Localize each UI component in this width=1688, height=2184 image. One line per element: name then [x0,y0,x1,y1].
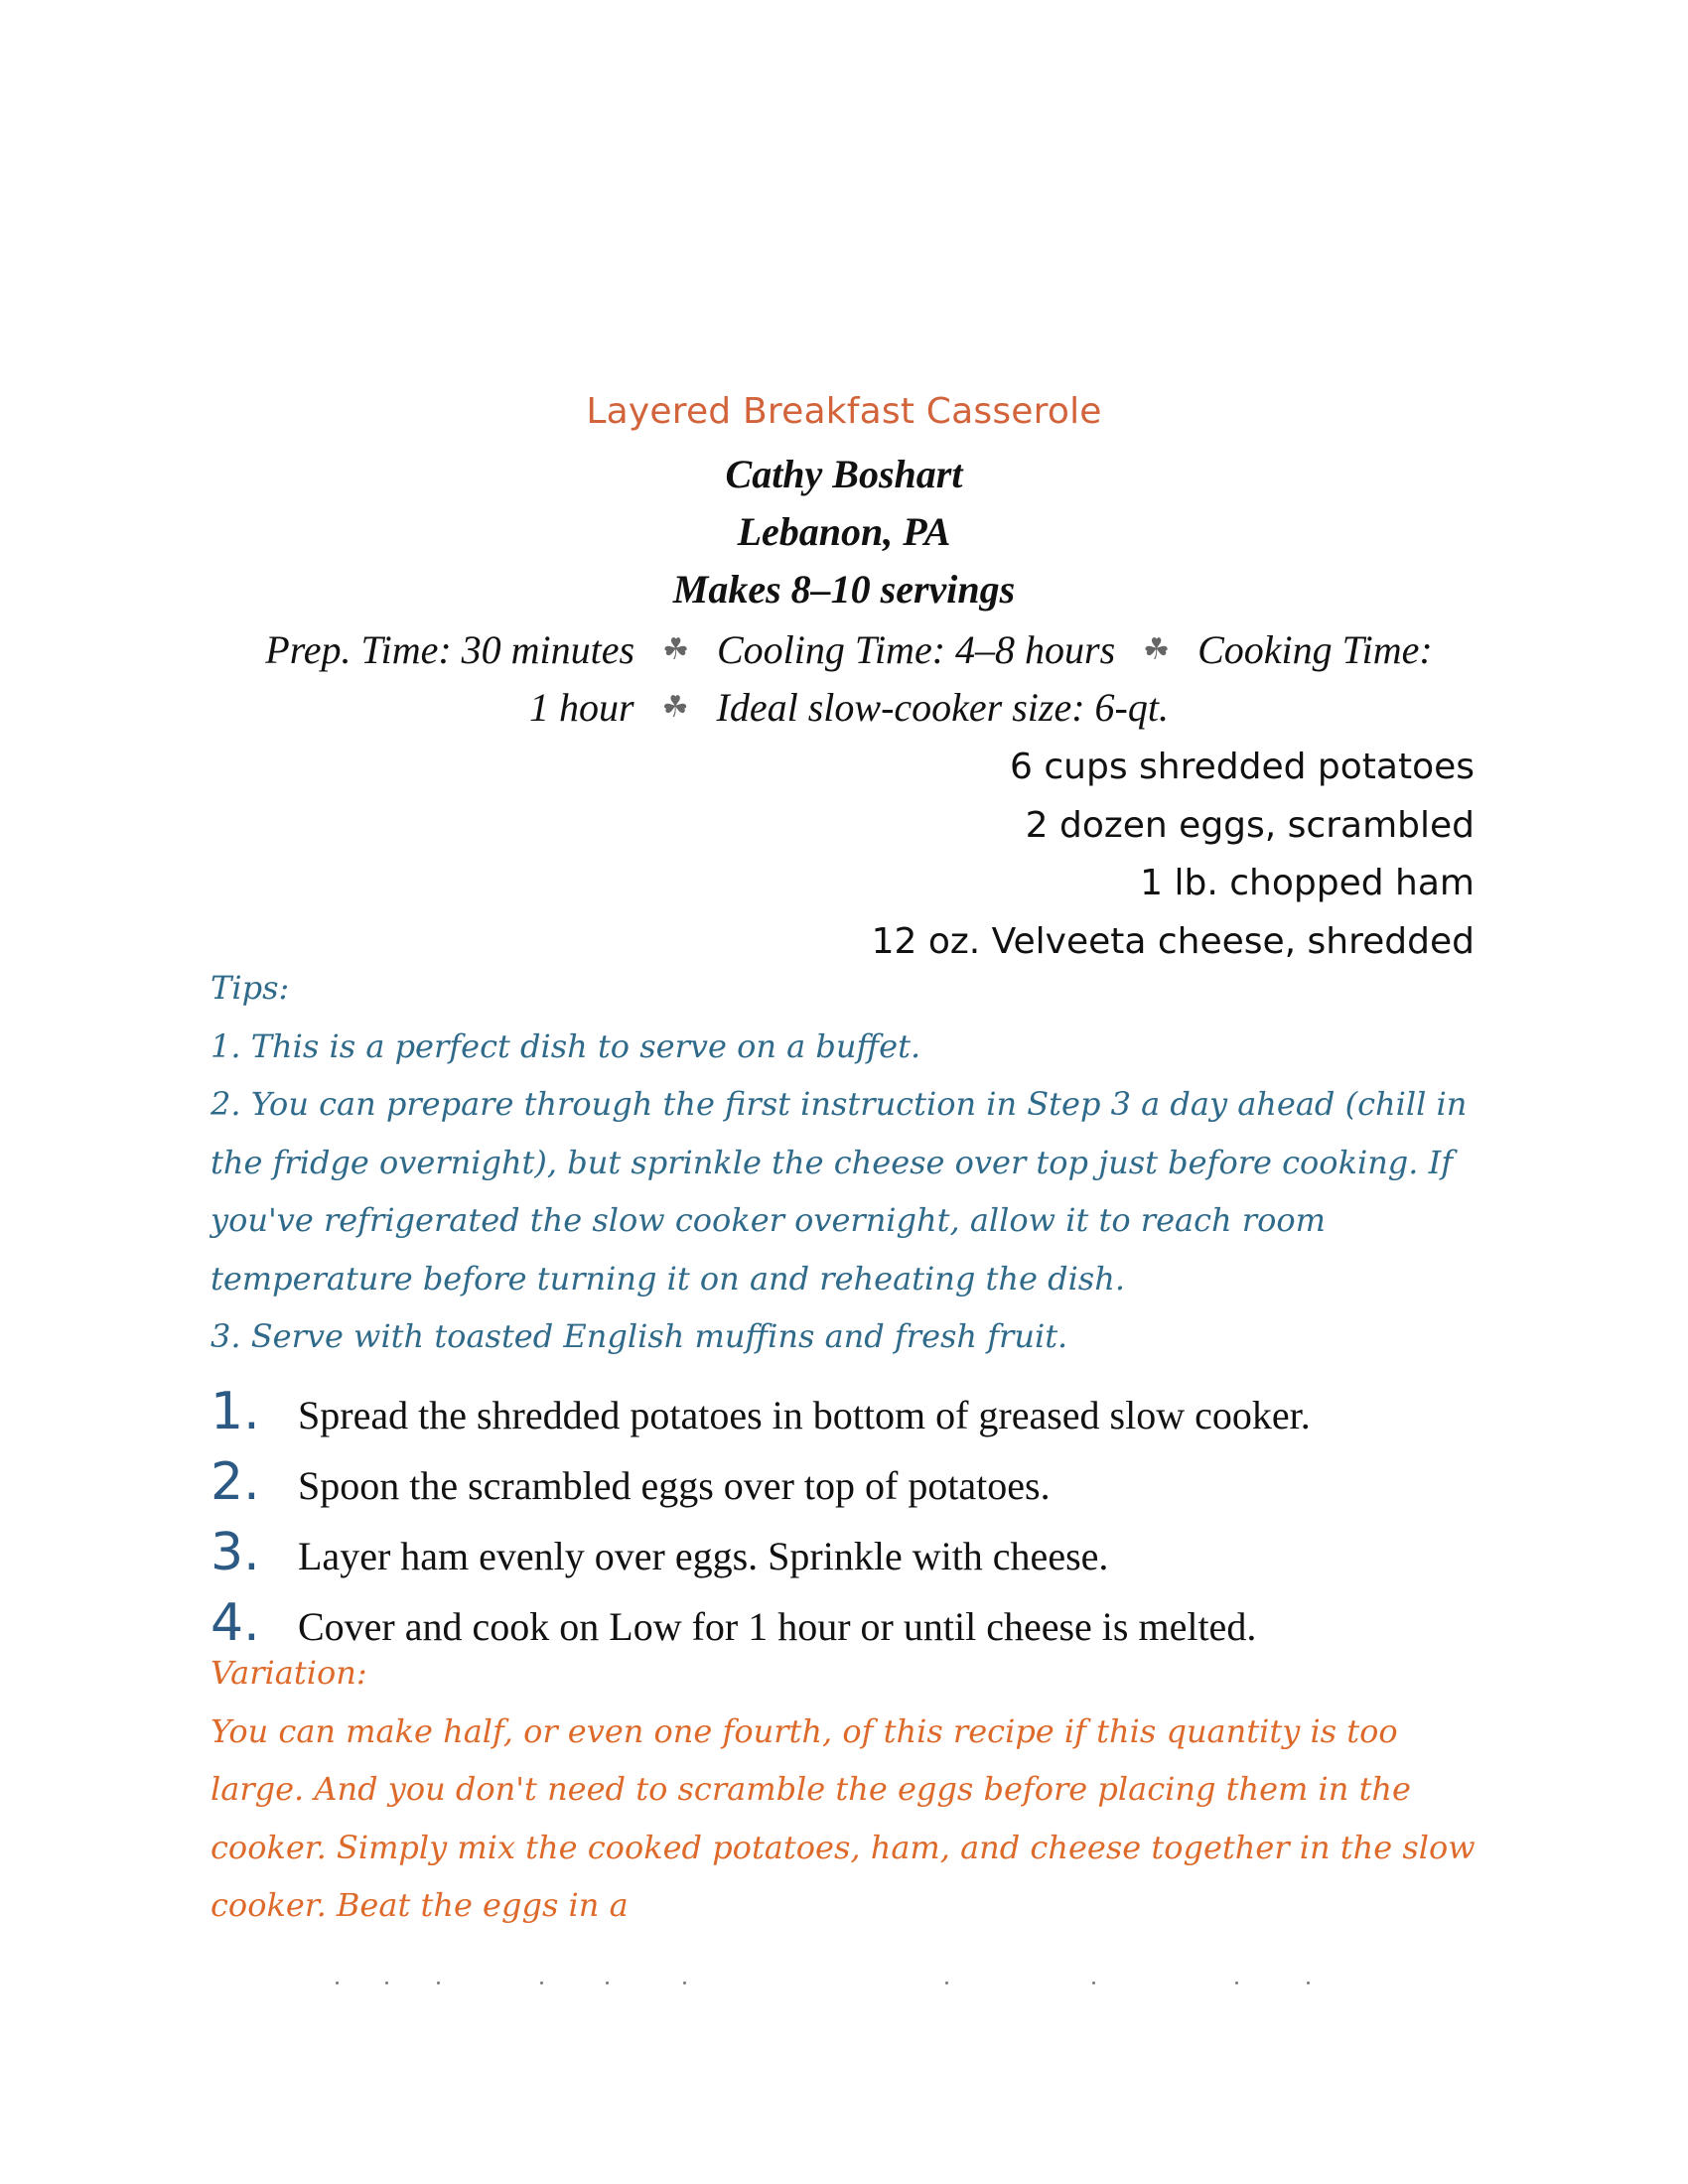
trefoil-ornament-icon: ☘ [661,691,689,724]
recipe-author: Cathy Boshart [725,452,963,496]
step-text: Spread the shredded potatoes in bottom of greased slow cooker. [298,1393,1311,1437]
step-item [211,1523,1501,1593]
tips-heading: Tips: [211,969,290,1007]
step-item [211,1452,1501,1523]
ingredient-item: 12 oz. Velveeta cheese, shredded [871,920,1475,962]
recipe-location: Lebanon, PA [737,509,951,554]
tip-item: 3. Serve with toasted English muffins and fresh fruit. [211,1317,1068,1355]
ingredient-item: 1 lb. chopped ham [1140,863,1475,903]
slow-cooker-size: Ideal slow-cooker size: 6-qt. [716,685,1169,730]
variation-text: You can make half, or even one fourth, of this recipe if this quantity is too large. And you don't need to scramble the eggs before placing them in the cooker. Simply mix the cooked potatoes, ham, and cheese together in the slow cooker. Beat the eggs in a [211,1711,1476,1924]
ingredient-list [872,739,1475,971]
trefoil-ornament-icon: ☘ [1143,633,1171,666]
step-text: Layer ham evenly over eggs. Sprinkle with cheese. [298,1534,1109,1578]
step-number: 4. [211,1593,260,1653]
step-number: 3. [211,1523,260,1582]
recipe-times [209,621,1489,737]
tip-item: 2. You can prepare through the first instruction in Step 3 a day ahead (chill in the fridge overnight), but sprinkle the cheese over top just before cooking. If you've refrigerated the slow cooker overnight, allow it to reach room temperature before turning it on and reheating the dish. [211,1085,1468,1297]
instruction-steps [211,1382,1501,1664]
step-text: Cover and cook on Low for 1 hour or until cheese is melted. [298,1604,1257,1649]
step-item [211,1382,1501,1452]
trefoil-ornament-icon: ☘ [662,633,689,666]
step-text: Spoon the scrambled eggs over top of potatoes. [298,1463,1051,1508]
recipe-title: Layered Breakfast Casserole [586,391,1102,432]
variation-heading: Variation: [211,1654,367,1692]
cooking-time-label: Cooking Time: [1197,627,1433,672]
page-speckles [0,1981,1688,1985]
cooling-time: Cooling Time: 4–8 hours [717,627,1116,672]
tips-section [211,959,1501,1366]
tip-item: 1. This is a perfect dish to serve on a buffet. [211,1026,921,1065]
ingredient-item: 2 dozen eggs, scrambled [1025,804,1475,846]
recipe-servings: Makes 8–10 servings [672,567,1016,612]
prep-time: Prep. Time: 30 minutes [265,627,635,672]
variation-section [211,1644,1501,1935]
ingredient-item: 6 cups shredded potatoes [1010,747,1475,787]
step-number: 2. [211,1452,260,1512]
cooking-time-value: 1 hour [529,685,634,730]
step-number: 1. [211,1382,260,1441]
